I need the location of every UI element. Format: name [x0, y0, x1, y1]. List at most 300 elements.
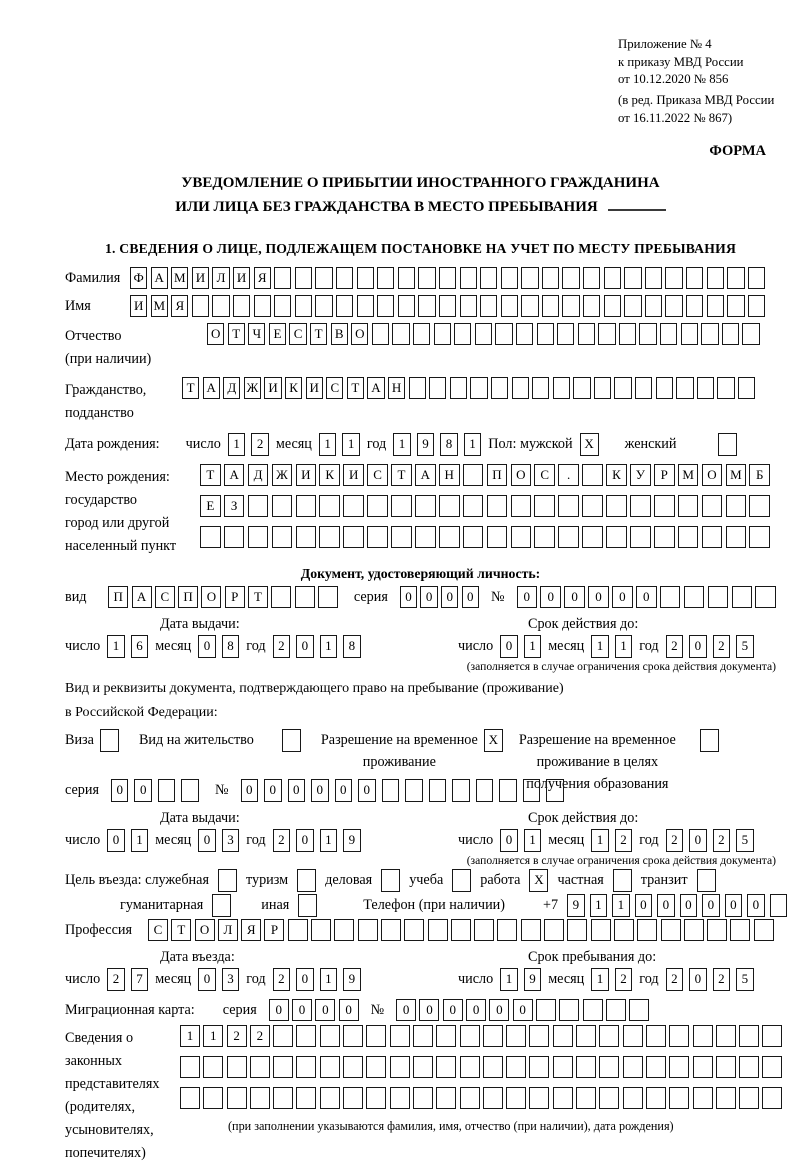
char-cell[interactable]: 2: [615, 829, 633, 852]
char-cell[interactable]: 0: [198, 968, 216, 991]
char-cell[interactable]: Р: [264, 919, 284, 941]
char-cell[interactable]: [755, 586, 776, 608]
char-cell[interactable]: [436, 1087, 456, 1109]
char-cell[interactable]: [534, 495, 555, 517]
char-cell[interactable]: [398, 267, 415, 289]
char-cell[interactable]: 8: [440, 433, 458, 456]
char-cell[interactable]: [274, 267, 291, 289]
char-cell[interactable]: [439, 526, 460, 548]
char-cell[interactable]: 0: [500, 829, 518, 852]
char-cell[interactable]: [656, 377, 673, 399]
char-cell[interactable]: 2: [666, 968, 684, 991]
char-cell[interactable]: Т: [347, 377, 364, 399]
char-cell[interactable]: [770, 894, 788, 917]
char-cell[interactable]: О: [207, 323, 224, 345]
char-cell[interactable]: [582, 526, 603, 548]
char-cell[interactable]: [732, 586, 753, 608]
char-cell[interactable]: 0: [198, 635, 216, 658]
char-cell[interactable]: [483, 1087, 503, 1109]
char-cell[interactable]: Е: [269, 323, 286, 345]
char-cell[interactable]: 0: [396, 999, 416, 1021]
char-cell[interactable]: 2: [713, 635, 731, 658]
char-cell[interactable]: [762, 1025, 782, 1047]
char-cell[interactable]: 0: [296, 829, 314, 852]
char-cell[interactable]: [717, 377, 734, 399]
char-cell[interactable]: [583, 999, 603, 1021]
char-cell[interactable]: [439, 267, 456, 289]
char-cell[interactable]: 9: [567, 894, 585, 917]
char-cell[interactable]: [637, 919, 657, 941]
char-cell[interactable]: [200, 526, 221, 548]
char-cell[interactable]: 0: [241, 779, 259, 802]
char-cell[interactable]: [233, 295, 250, 317]
char-cell[interactable]: 0: [441, 586, 458, 608]
char-cell[interactable]: [553, 1056, 573, 1078]
char-cell[interactable]: [521, 295, 538, 317]
char-cell[interactable]: [491, 377, 508, 399]
char-cell[interactable]: [576, 1056, 596, 1078]
char-cell[interactable]: [451, 919, 471, 941]
char-cell[interactable]: [516, 323, 533, 345]
char-cell[interactable]: А: [132, 586, 152, 608]
char-cell[interactable]: М: [151, 295, 168, 317]
char-cell[interactable]: [100, 729, 119, 752]
char-cell[interactable]: 0: [198, 829, 216, 852]
char-cell[interactable]: [646, 1056, 666, 1078]
char-cell[interactable]: [665, 267, 682, 289]
char-cell[interactable]: [273, 1056, 293, 1078]
char-cell[interactable]: [606, 495, 627, 517]
char-cell[interactable]: 0: [400, 586, 417, 608]
char-cell[interactable]: 1: [319, 433, 337, 456]
char-cell[interactable]: С: [289, 323, 306, 345]
char-cell[interactable]: [599, 1056, 619, 1078]
char-cell[interactable]: [480, 295, 497, 317]
char-cell[interactable]: Т: [182, 377, 199, 399]
char-cell[interactable]: [274, 295, 291, 317]
char-cell[interactable]: [298, 894, 317, 917]
char-cell[interactable]: 1: [131, 829, 149, 852]
char-cell[interactable]: [702, 495, 723, 517]
char-cell[interactable]: [544, 919, 564, 941]
char-cell[interactable]: [315, 267, 332, 289]
char-cell[interactable]: [562, 295, 579, 317]
char-cell[interactable]: [686, 295, 703, 317]
char-cell[interactable]: И: [296, 464, 317, 486]
char-cell[interactable]: [367, 526, 388, 548]
char-cell[interactable]: 1: [591, 829, 609, 852]
char-cell[interactable]: 0: [296, 635, 314, 658]
char-cell[interactable]: 0: [588, 586, 609, 608]
char-cell[interactable]: 1: [591, 635, 609, 658]
char-cell[interactable]: [439, 495, 460, 517]
char-cell[interactable]: [748, 267, 765, 289]
char-cell[interactable]: [553, 377, 570, 399]
char-cell[interactable]: [452, 779, 470, 802]
char-cell[interactable]: А: [415, 464, 436, 486]
char-cell[interactable]: 0: [269, 999, 289, 1021]
char-cell[interactable]: [475, 323, 492, 345]
char-cell[interactable]: [559, 999, 579, 1021]
char-cell[interactable]: 1: [342, 433, 360, 456]
char-cell[interactable]: [392, 323, 409, 345]
char-cell[interactable]: 9: [343, 829, 361, 852]
char-cell[interactable]: [409, 377, 426, 399]
char-cell[interactable]: [212, 295, 229, 317]
char-cell[interactable]: 1: [464, 433, 482, 456]
char-cell[interactable]: [454, 323, 471, 345]
char-cell[interactable]: И: [264, 377, 281, 399]
char-cell[interactable]: К: [606, 464, 627, 486]
char-cell[interactable]: [645, 267, 662, 289]
char-cell[interactable]: [567, 919, 587, 941]
char-cell[interactable]: 2: [666, 635, 684, 658]
char-cell[interactable]: Р: [654, 464, 675, 486]
char-cell[interactable]: М: [171, 267, 188, 289]
char-cell[interactable]: [474, 919, 494, 941]
char-cell[interactable]: [224, 526, 245, 548]
char-cell[interactable]: [487, 526, 508, 548]
char-cell[interactable]: [296, 1087, 316, 1109]
char-cell[interactable]: Р: [225, 586, 245, 608]
char-cell[interactable]: [702, 526, 723, 548]
char-cell[interactable]: [623, 1087, 643, 1109]
char-cell[interactable]: [311, 919, 331, 941]
char-cell[interactable]: [357, 267, 374, 289]
char-cell[interactable]: [573, 377, 590, 399]
char-cell[interactable]: [296, 1025, 316, 1047]
char-cell[interactable]: [594, 377, 611, 399]
char-cell[interactable]: [180, 1056, 200, 1078]
char-cell[interactable]: [297, 869, 316, 892]
char-cell[interactable]: .: [558, 464, 579, 486]
char-cell[interactable]: [536, 999, 556, 1021]
char-cell[interactable]: [511, 495, 532, 517]
char-cell[interactable]: 1: [590, 894, 608, 917]
char-cell[interactable]: [645, 295, 662, 317]
char-cell[interactable]: Ж: [272, 464, 293, 486]
char-cell[interactable]: М: [678, 464, 699, 486]
char-cell[interactable]: 1: [612, 894, 630, 917]
char-cell[interactable]: [529, 1087, 549, 1109]
char-cell[interactable]: Ч: [248, 323, 265, 345]
char-cell[interactable]: 2: [666, 829, 684, 852]
char-cell[interactable]: [701, 323, 718, 345]
char-cell[interactable]: [727, 295, 744, 317]
char-cell[interactable]: [295, 267, 312, 289]
char-cell[interactable]: 0: [489, 999, 509, 1021]
char-cell[interactable]: [203, 1056, 223, 1078]
char-cell[interactable]: [546, 779, 564, 802]
char-cell[interactable]: Б: [749, 464, 770, 486]
char-cell[interactable]: [562, 267, 579, 289]
char-cell[interactable]: 1: [107, 635, 125, 658]
char-cell[interactable]: [619, 323, 636, 345]
char-cell[interactable]: 0: [420, 586, 437, 608]
char-cell[interactable]: [391, 526, 412, 548]
char-cell[interactable]: [428, 919, 448, 941]
char-cell[interactable]: О: [351, 323, 368, 345]
char-cell[interactable]: 0: [311, 779, 329, 802]
char-cell[interactable]: 0: [612, 586, 633, 608]
char-cell[interactable]: К: [285, 377, 302, 399]
char-cell[interactable]: [534, 526, 555, 548]
char-cell[interactable]: [583, 267, 600, 289]
char-cell[interactable]: [295, 295, 312, 317]
char-cell[interactable]: 0: [264, 779, 282, 802]
char-cell[interactable]: П: [487, 464, 508, 486]
char-cell[interactable]: [669, 1087, 689, 1109]
char-cell[interactable]: X: [580, 433, 599, 456]
char-cell[interactable]: [405, 779, 423, 802]
char-cell[interactable]: [523, 779, 541, 802]
char-cell[interactable]: [436, 1056, 456, 1078]
char-cell[interactable]: [483, 1025, 503, 1047]
char-cell[interactable]: [623, 1056, 643, 1078]
char-cell[interactable]: [439, 295, 456, 317]
char-cell[interactable]: [192, 295, 209, 317]
char-cell[interactable]: [749, 526, 770, 548]
char-cell[interactable]: 0: [657, 894, 675, 917]
char-cell[interactable]: [248, 526, 269, 548]
char-cell[interactable]: Т: [228, 323, 245, 345]
char-cell[interactable]: Е: [200, 495, 221, 517]
char-cell[interactable]: [320, 1025, 340, 1047]
char-cell[interactable]: [272, 526, 293, 548]
char-cell[interactable]: [512, 377, 529, 399]
char-cell[interactable]: [708, 586, 729, 608]
char-cell[interactable]: 1: [180, 1025, 200, 1047]
char-cell[interactable]: [726, 526, 747, 548]
char-cell[interactable]: [742, 323, 759, 345]
char-cell[interactable]: [460, 267, 477, 289]
char-cell[interactable]: [754, 919, 774, 941]
char-cell[interactable]: 5: [736, 635, 754, 658]
char-cell[interactable]: [558, 495, 579, 517]
char-cell[interactable]: 3: [222, 829, 240, 852]
char-cell[interactable]: 0: [339, 999, 359, 1021]
char-cell[interactable]: Д: [223, 377, 240, 399]
char-cell[interactable]: [693, 1087, 713, 1109]
char-cell[interactable]: 1: [228, 433, 246, 456]
char-cell[interactable]: [480, 267, 497, 289]
char-cell[interactable]: [418, 295, 435, 317]
char-cell[interactable]: 0: [358, 779, 376, 802]
char-cell[interactable]: М: [726, 464, 747, 486]
char-cell[interactable]: [646, 1025, 666, 1047]
char-cell[interactable]: [606, 999, 626, 1021]
char-cell[interactable]: [506, 1087, 526, 1109]
char-cell[interactable]: [470, 377, 487, 399]
char-cell[interactable]: 2: [107, 968, 125, 991]
char-cell[interactable]: [716, 1087, 736, 1109]
char-cell[interactable]: [336, 295, 353, 317]
char-cell[interactable]: [463, 464, 484, 486]
char-cell[interactable]: [398, 295, 415, 317]
char-cell[interactable]: [413, 1087, 433, 1109]
char-cell[interactable]: [707, 919, 727, 941]
char-cell[interactable]: [598, 323, 615, 345]
char-cell[interactable]: [460, 1056, 480, 1078]
char-cell[interactable]: [404, 919, 424, 941]
char-cell[interactable]: [413, 1056, 433, 1078]
char-cell[interactable]: [521, 267, 538, 289]
char-cell[interactable]: [367, 495, 388, 517]
char-cell[interactable]: [434, 323, 451, 345]
char-cell[interactable]: И: [306, 377, 323, 399]
char-cell[interactable]: [227, 1056, 247, 1078]
char-cell[interactable]: 9: [417, 433, 435, 456]
char-cell[interactable]: [381, 919, 401, 941]
char-cell[interactable]: [487, 495, 508, 517]
char-cell[interactable]: [553, 1087, 573, 1109]
char-cell[interactable]: [678, 495, 699, 517]
char-cell[interactable]: [318, 586, 338, 608]
char-cell[interactable]: [676, 377, 693, 399]
char-cell[interactable]: [203, 1087, 223, 1109]
char-cell[interactable]: [460, 295, 477, 317]
char-cell[interactable]: [716, 1056, 736, 1078]
char-cell[interactable]: З: [224, 495, 245, 517]
char-cell[interactable]: 0: [443, 999, 463, 1021]
char-cell[interactable]: [660, 323, 677, 345]
char-cell[interactable]: 0: [111, 779, 129, 802]
char-cell[interactable]: [476, 779, 494, 802]
char-cell[interactable]: [661, 919, 681, 941]
char-cell[interactable]: И: [343, 464, 364, 486]
char-cell[interactable]: С: [148, 919, 168, 941]
char-cell[interactable]: [521, 919, 541, 941]
char-cell[interactable]: [320, 1056, 340, 1078]
char-cell[interactable]: 1: [203, 1025, 223, 1047]
char-cell[interactable]: 0: [689, 829, 707, 852]
char-cell[interactable]: О: [511, 464, 532, 486]
char-cell[interactable]: О: [201, 586, 221, 608]
char-cell[interactable]: [336, 267, 353, 289]
char-cell[interactable]: X: [484, 729, 503, 752]
char-cell[interactable]: [700, 729, 719, 752]
char-cell[interactable]: [557, 323, 574, 345]
char-cell[interactable]: 0: [466, 999, 486, 1021]
char-cell[interactable]: К: [319, 464, 340, 486]
char-cell[interactable]: [463, 495, 484, 517]
char-cell[interactable]: 0: [689, 635, 707, 658]
char-cell[interactable]: [343, 495, 364, 517]
char-cell[interactable]: [366, 1025, 386, 1047]
char-cell[interactable]: 0: [462, 586, 479, 608]
char-cell[interactable]: Т: [391, 464, 412, 486]
char-cell[interactable]: Я: [254, 267, 271, 289]
char-cell[interactable]: 0: [747, 894, 765, 917]
char-cell[interactable]: 2: [273, 968, 291, 991]
char-cell[interactable]: А: [151, 267, 168, 289]
char-cell[interactable]: Н: [439, 464, 460, 486]
char-cell[interactable]: [343, 526, 364, 548]
char-cell[interactable]: 1: [615, 635, 633, 658]
char-cell[interactable]: Т: [200, 464, 221, 486]
char-cell[interactable]: [377, 267, 394, 289]
char-cell[interactable]: [295, 586, 315, 608]
char-cell[interactable]: 1: [393, 433, 411, 456]
char-cell[interactable]: 0: [564, 586, 585, 608]
char-cell[interactable]: С: [534, 464, 555, 486]
char-cell[interactable]: О: [702, 464, 723, 486]
char-cell[interactable]: [684, 919, 704, 941]
char-cell[interactable]: И: [192, 267, 209, 289]
char-cell[interactable]: О: [195, 919, 215, 941]
char-cell[interactable]: [576, 1025, 596, 1047]
char-cell[interactable]: [613, 869, 632, 892]
char-cell[interactable]: [537, 323, 554, 345]
char-cell[interactable]: [748, 295, 765, 317]
char-cell[interactable]: [630, 495, 651, 517]
char-cell[interactable]: [678, 526, 699, 548]
char-cell[interactable]: 2: [273, 635, 291, 658]
char-cell[interactable]: [762, 1087, 782, 1109]
char-cell[interactable]: 3: [222, 968, 240, 991]
char-cell[interactable]: [358, 919, 378, 941]
char-cell[interactable]: [296, 495, 317, 517]
char-cell[interactable]: [684, 586, 705, 608]
char-cell[interactable]: [315, 295, 332, 317]
char-cell[interactable]: 1: [320, 635, 338, 658]
char-cell[interactable]: [227, 1087, 247, 1109]
char-cell[interactable]: [429, 377, 446, 399]
char-cell[interactable]: [343, 1087, 363, 1109]
char-cell[interactable]: [366, 1056, 386, 1078]
char-cell[interactable]: П: [178, 586, 198, 608]
char-cell[interactable]: [762, 1056, 782, 1078]
char-cell[interactable]: [320, 1087, 340, 1109]
char-cell[interactable]: 0: [296, 968, 314, 991]
char-cell[interactable]: 7: [131, 968, 149, 991]
char-cell[interactable]: [599, 1087, 619, 1109]
char-cell[interactable]: [654, 526, 675, 548]
char-cell[interactable]: [463, 526, 484, 548]
char-cell[interactable]: [343, 1025, 363, 1047]
char-cell[interactable]: [739, 1087, 759, 1109]
char-cell[interactable]: С: [326, 377, 343, 399]
char-cell[interactable]: [614, 377, 631, 399]
char-cell[interactable]: [718, 433, 737, 456]
char-cell[interactable]: С: [155, 586, 175, 608]
char-cell[interactable]: 1: [591, 968, 609, 991]
char-cell[interactable]: [413, 323, 430, 345]
char-cell[interactable]: [553, 1025, 573, 1047]
char-cell[interactable]: П: [108, 586, 128, 608]
char-cell[interactable]: [436, 1025, 456, 1047]
char-cell[interactable]: [460, 1087, 480, 1109]
char-cell[interactable]: [273, 1087, 293, 1109]
char-cell[interactable]: 1: [320, 829, 338, 852]
char-cell[interactable]: 1: [320, 968, 338, 991]
char-cell[interactable]: 8: [343, 635, 361, 658]
char-cell[interactable]: [630, 526, 651, 548]
char-cell[interactable]: [288, 919, 308, 941]
char-cell[interactable]: Л: [218, 919, 238, 941]
char-cell[interactable]: Д: [248, 464, 269, 486]
char-cell[interactable]: [707, 295, 724, 317]
char-cell[interactable]: [250, 1087, 270, 1109]
char-cell[interactable]: [391, 495, 412, 517]
char-cell[interactable]: [390, 1087, 410, 1109]
char-cell[interactable]: [646, 1087, 666, 1109]
char-cell[interactable]: [212, 894, 231, 917]
char-cell[interactable]: 0: [635, 894, 653, 917]
char-cell[interactable]: 0: [500, 635, 518, 658]
char-cell[interactable]: В: [331, 323, 348, 345]
char-cell[interactable]: [578, 323, 595, 345]
